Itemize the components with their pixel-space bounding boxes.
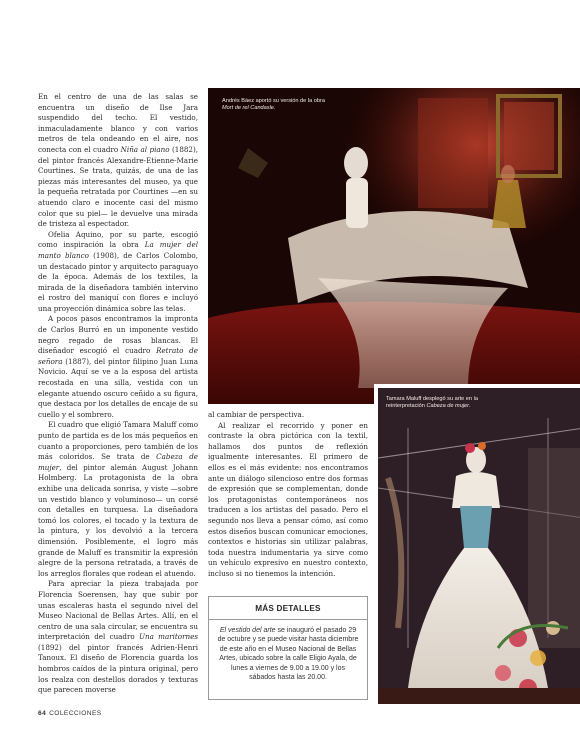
paragraph — [208, 421, 368, 580]
artwork-title: Una maritornes — [139, 632, 198, 642]
photo-floral-gown-exhibit — [374, 384, 580, 704]
article-left-column — [38, 92, 198, 696]
paragraph — [38, 92, 198, 230]
paragraph — [38, 579, 198, 696]
artwork-title: La mujer del manto blanco — [38, 240, 198, 260]
photo-red-gown-illustration — [208, 88, 580, 404]
section-name: COLECCIONES — [49, 710, 102, 717]
paragraph — [208, 410, 368, 421]
text-run: En el centro de una de las salas se encuentra un diseño de Ilse Jara suspendido del techo. El vestido, inmaculadamente blanco y con varios metros de tela ondeando en el aire, nos conecta con el cuadro — [38, 92, 198, 154]
text-run: al cambiar de perspectiva. — [208, 410, 305, 419]
artwork-title: Retrato de señora — [38, 346, 198, 366]
text-run: (1882), del pintor francés Alexandre-Etienne-Marie Courtines. Se trata, quizás, de una de las piezas más interesantes del museo, ya que la pequeña retratada por Courtines —en su atuendo claro e inocente casi del mismo color que su piel— le devuelve una mirada de tristeza al espectador. — [38, 144, 199, 229]
artwork-title: Niña al piano — [120, 144, 170, 154]
photo1-caption: Andrés Báez aportó su versión de la obra Mort de rel Candasle. — [222, 98, 325, 112]
photo2-caption: Tamara Maluff desplegó su arte en la reinterpretación Cabeza de mujer. — [386, 396, 478, 410]
text-run: Para apreciar la pieza trabajada por Florencia Soerensen, hay que subir por unas escaleras hasta el segundo nivel del Museo Nacional de Bellas Artes. Allí, en el centro de una sala circular, se encuentra su interpretación del cuadro — [38, 579, 198, 642]
text-run: , del pintor alemán August Johann Holmberg. La protagonista de la obra exhibe una delicada sonrisa, y viste —sobre un vestido blanco y voluminoso— un corsé con detalles en turquesa. La diseñadora tomó los colores, el tocado y la textura de la pintura, y los devolvió a la tercera dimensión. Posiblemente, el logro más grande de Maluff es transmitir la expresión alegre de la persona retratada, a través de los arreglos florales que rodean el atuendo. — [38, 462, 198, 578]
text-run: El cuadro que eligió Tamara Maluff como punto de partida es de los más pequeños en cuanto a proporciones, pero también de los más coloridos. Se trata de — [38, 420, 198, 462]
artwork-title: Cabeza de mujer — [38, 452, 198, 472]
more-details-text: El vestido del arte se inauguró el pasado 29 de octubre y se puede visitar hasta diciembre de este año en el Museo Nacional de Bellas Artes, ubicado sobre la calle Eligio Ayala, de lunes a viernes de 9.00 a 19.00 y los sábados hasta las 20.00. — [217, 627, 359, 682]
paragraph — [38, 314, 198, 420]
photo-floral-gown-illustration — [378, 388, 580, 704]
more-details-box — [208, 596, 368, 700]
text-run: Al realizar el recorrido y poner en contraste la obra pictórica con la textil, hallamos dos puntos de reflexión igualmente interesantes. El primero de ellos es el más evidente: nos encontramos ante un diálogo silencioso entre dos formas de expresión que se complementan, donde los protagonistas contemporáneos nos traducen a los artistas del pasado. Pero el segundo nos lleva a pensar cómo, así como estos diseños buscan comunicar emociones, contextos e historias sin utilizar palabras, toda nuestra indumentaria ya sirve como un vehículo expresivo en nuestro contexto, incluso si no tienemos la intención. — [208, 420, 368, 578]
text-run: (1887), del pintor filipino Juan Luna Novicio. Aquí se ve a la esposa del artista recostada en una silla, vestida con un elegante atuendo oscuro ceñido a su figura, que destaca por los detalles de encaje de su cuello y el sombrero. — [38, 356, 198, 419]
page-footer — [38, 710, 102, 717]
more-details-title: MÁS DETALLES — [255, 604, 321, 613]
paragraph — [38, 230, 198, 315]
paragraph — [38, 420, 198, 579]
more-details-divider — [209, 619, 367, 620]
text-run: (1908), de Carlos Colombo, un destacado pintor y arquitecto paraguayo de la época. Además de los textiles, la mirada de la diseñadora también intervino el rostro del maniquí con flores e incluyó una proyección dinámica sobre las telas. — [38, 250, 198, 313]
photo-red-gown-exhibit — [208, 88, 580, 404]
article-mid-column — [208, 410, 368, 580]
text-run: Ofelia Aquino, por su parte, escogió como inspiración la obra — [38, 229, 198, 250]
page-number: 64 — [38, 710, 47, 717]
text-run: A pocos pasos encontramos la impronta de Carlos Burró en un imponente vestido negro regado de rosas blancas. El diseñador escogió el cuadro — [38, 314, 198, 356]
text-run: (1892) del pintor francés Adrien-Henri Tanoux. El diseño de Florencia guarda los hombros caídos de la pintura original, pero los realza con destellos dorados y texturas que parecen moverse — [38, 642, 198, 695]
